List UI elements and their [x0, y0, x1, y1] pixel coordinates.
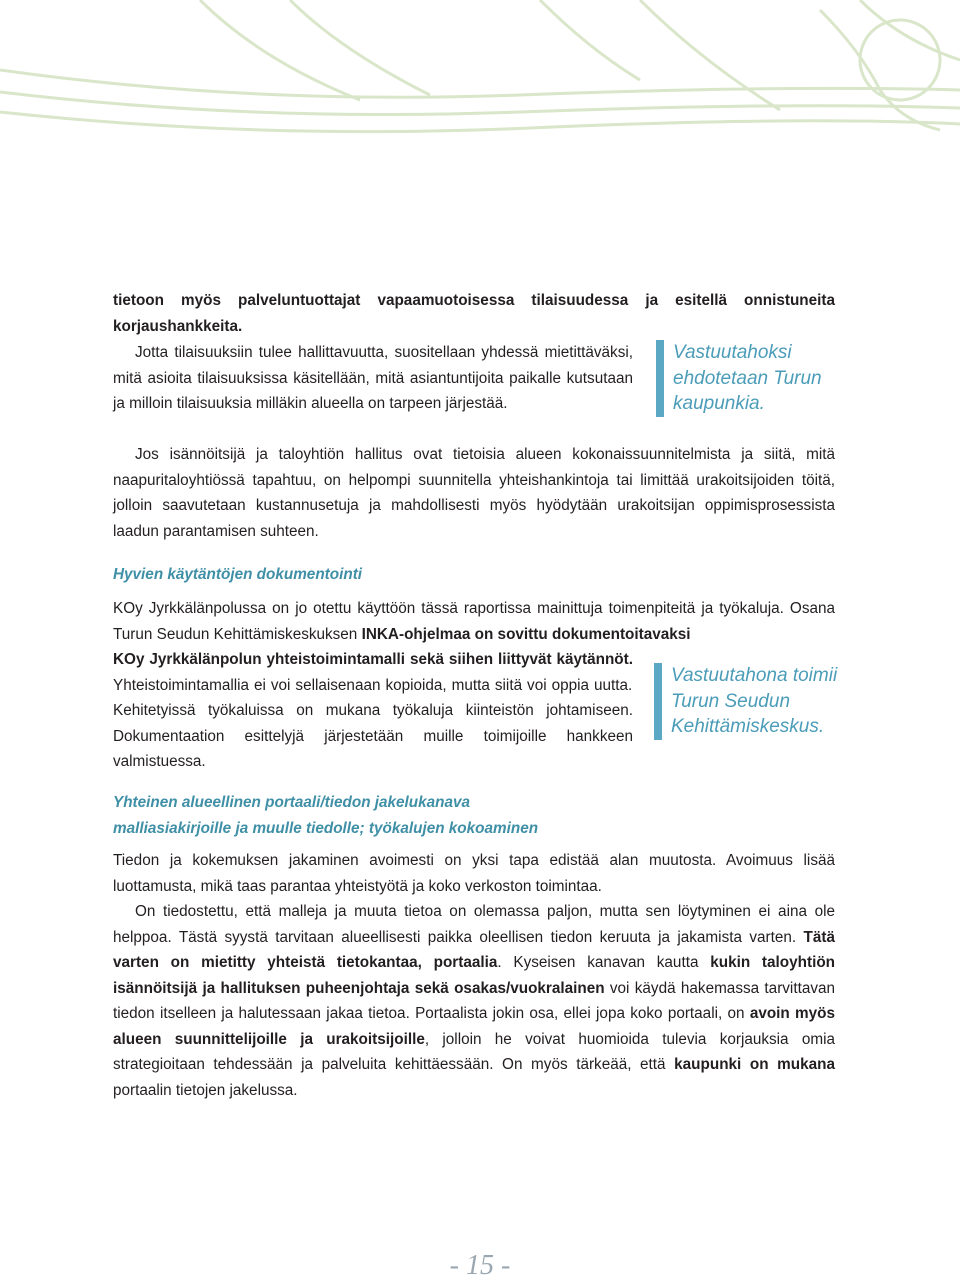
text-span-bold: Tätä varten on mietitty yhteistä tietokantaa, portaalia — [113, 928, 835, 971]
callout-line: kaupunkia. — [673, 393, 765, 414]
page-number: - 15 - — [449, 1250, 511, 1281]
callout-line: ehdotetaan Turun — [673, 367, 822, 389]
text-span: voi käydä hakemassa tarvittavan tiedon itselleen ja halutessaan jakaa tietoa. Portaalista jokin osa, ellei jopa koko portaali, on — [113, 979, 836, 1022]
paragraph-portal — [113, 899, 835, 1103]
text-span: portaalin tietojen jakelussa. — [113, 1081, 298, 1099]
text-span: . Kyseisen kanavan kautta — [497, 954, 711, 971]
text-span-bold: INKA-ohjelmaa on sovittu dokumentoitavaksi — [361, 625, 691, 643]
text-span: On tiedostettu, että malleja ja muuta tietoa on olemassa paljon, mutta sen löytyminen ei aina ole helppoa. Tästä syystä tarvitaan alueellisesti paikka oleellisen tiedon keruuta ja jakamista varten. — [113, 903, 835, 946]
section-heading-line: Yhteinen alueellinen portaali/tiedon jakelukanava — [113, 794, 471, 811]
paragraph-awareness: Jos isännöitsijä ja taloyhtiön hallitus ovat tietoisia alueen kokonaissuunnitelmista ja siitä, mitä naapuritaloyhtiössä tapahtuu, on helpompi suunnitella yhteishankintoja tai limittää urakoitsijoiden töitä, jolloin saavutetaan kustannusetuja ja mahdollisesti myös hyödytään urakoitsijan oppimisprosessista laadun parantamisen suhteen. — [113, 446, 835, 540]
callout-line: Vastuutahoksi — [673, 342, 792, 363]
callout-line: Kehittämiskeskus. — [671, 716, 825, 737]
callout-line: Turun Seudun — [671, 690, 791, 712]
text-span: KOy Jyrkkälänpolussa on jo otettu käyttöön tässä raportissa mainittuja toimenpiteitä ja työkaluja. Osana Turun Seudun Kehittämiskeskuksen — [113, 600, 835, 643]
text-span-bold: kukin taloyhtiön isännöitsijä ja hallituksen puheenjohtaja sekä osakas/vuokralainen — [113, 954, 836, 997]
decorative-header-graphic — [0, 0, 960, 150]
paragraph-koy-narrow — [113, 647, 633, 775]
text-span-bold: KOy Jyrkkälänpolun yhteistoimintamalli sekä siihen liittyvät käytännöt. — [113, 651, 633, 668]
text-span-bold: kaupunki on mukana — [674, 1056, 835, 1073]
paragraph-sharing: Tiedon ja kokemuksen jakaminen avoimesti on yksi tapa edistää alan muutosta. Avoimuus lisää luottamusta, mikä taas parantaa yhteistyötä ja koko verkoston toimintaa. — [113, 852, 835, 895]
callout-responsibility-kehittamiskeskus — [654, 663, 837, 740]
paragraph-koy-full — [113, 596, 835, 648]
section-heading-documentation: Hyvien käytäntöjen dokumentointi — [113, 566, 363, 583]
section-heading-portal — [113, 790, 538, 841]
text-span-bold: avoin myös alueen suunnittelijoille ja urakoitsijoille — [113, 1005, 835, 1048]
callout-line: Vastuutahona toimii — [671, 665, 838, 686]
callout-responsibility-city — [656, 340, 822, 417]
paragraph-intro: tietoon myös palveluntuottajat vapaamuotoisessa tilaisuudessa ja esitellä onnistuneita korjaushankkeita. — [113, 292, 835, 335]
text-span: , jolloin he voivat huomioida tulevia korjauksia omia strategioitaan tehdessään ja palveluita kehittäessään. On myös tärkeää, että — [113, 1030, 835, 1073]
text-span: Yhteistoimintamallia ei voi sellaisenaan kopioida, mutta siitä voi oppia uutta. Kehitetyissä työkaluissa on mukana työkaluja kiinteistön johtamiseen. Dokumentaation esittelyjä järjestetään muille toimijoille hankkeen valmistuessa. — [113, 676, 633, 770]
paragraph-events: Jotta tilaisuuksiin tulee hallittavuutta, suositellaan yhdessä mietittäväksi, mitä asioita tilaisuuksissa käsitellään, mitä asiantuntijoita paikalle kutsutaan ja milloin tilaisuuksia milläkin alueella on tarpeen järjestää. — [113, 344, 633, 412]
section-heading-line: malliasiakirjoille ja muulle tiedolle; työkalujen kokoaminen — [113, 819, 539, 837]
